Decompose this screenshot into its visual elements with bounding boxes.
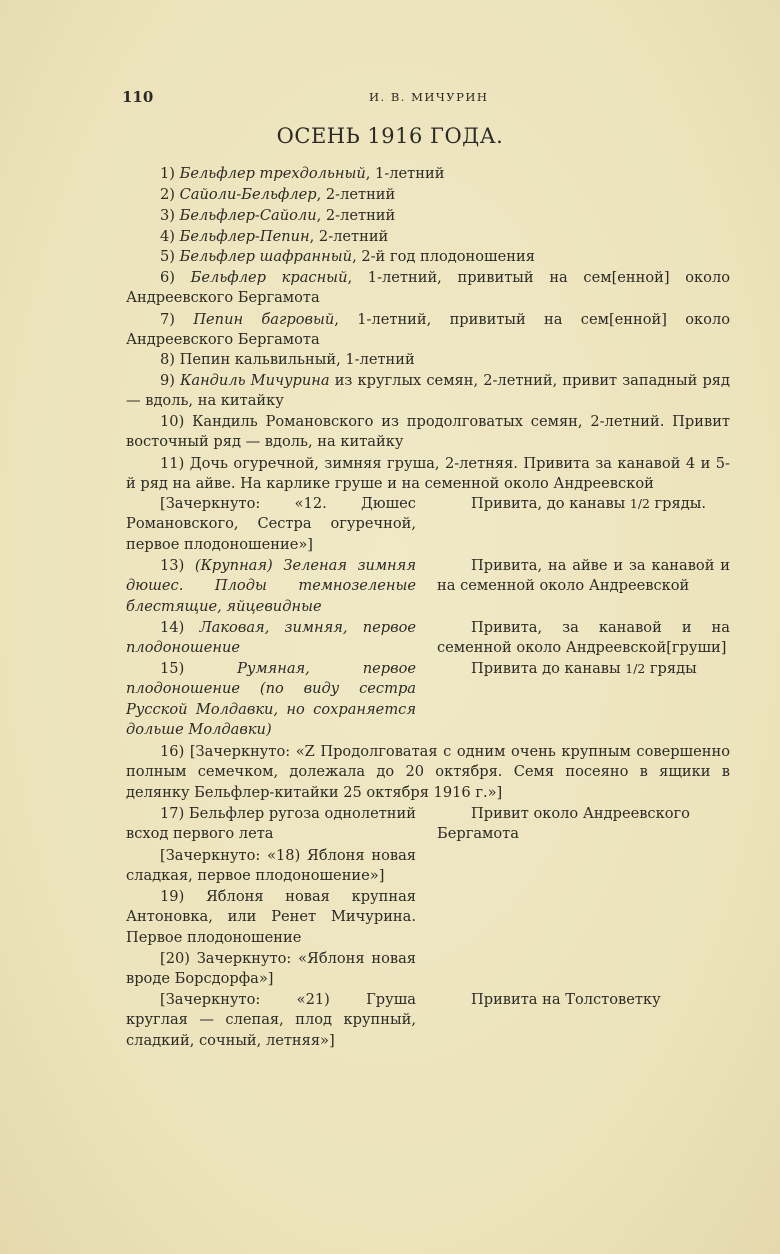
entry-17: 17) Бельфлер ругоза однолетний всход первого лета bbox=[126, 805, 416, 843]
entry-9: 9) Кандиль Мичурина из круглых семян, 2-летний, привит западный ряд — вдоль, на китайку bbox=[126, 372, 730, 410]
entry-18-crossed: [Зачеркнуто: «18) Яблоня новая сладкая, первое плодоношение»] bbox=[126, 847, 416, 885]
entry-12-grafting-note: Привита, до канавы 1/2 гряды. bbox=[471, 495, 706, 512]
entry-4: 4) Бельфлер-Пепин, 2-летний bbox=[160, 228, 389, 245]
fraction: 1/2 bbox=[625, 661, 646, 676]
running-header bbox=[122, 88, 730, 108]
entry-14: 14) Лаковая, зимняя, первое плодоношение bbox=[126, 619, 417, 657]
entry-7: 7) Пепин багровый, 1-летний, привитый на сем[енной] около Андреевского Бергамота bbox=[126, 311, 731, 349]
page-number: 110 bbox=[122, 88, 154, 106]
running-title: И. В. МИЧУРИН bbox=[369, 90, 489, 104]
entry-11: 11) Дочь огуречной, зимняя груша, 2-летняя. Привита за канавой 4 и 5-й ряд на айве. На карлике груше и на семенной около Андреевской bbox=[126, 455, 730, 493]
entry-10: 10) Кандиль Романовского из продолговатых семян, 2-летний. Привит восточный ряд — вдоль, на китайку bbox=[126, 413, 730, 451]
entry-21-grafting-note: Привита на Толстоветку bbox=[471, 991, 661, 1008]
entry-16-crossed: 16) [Зачеркнуто: «Z Продолговатая с одним очень крупным совершенно полным семечком, долежала до 20 октября. Семя посеяно в ящики в делянку Бельфлер-китайки 25 октября 1916 г.»] bbox=[126, 743, 730, 801]
entry-6: 6) Бельфлер красный, 1-летний, привитый на сем[енной] около Андреевского Бергамота bbox=[126, 269, 731, 307]
entry-19: 19) Яблоня новая крупная Антоновка, или Ренет Мичурина. Первое плодоношение bbox=[126, 888, 416, 946]
entry-3: 3) Бельфлер-Сайоли, 2-летний bbox=[160, 207, 396, 224]
entry-21-crossed: [Зачеркнуто: «21) Груша круглая — слепая, плод крупный, сладкий, сочный, летняя»] bbox=[126, 991, 416, 1049]
entry-14-grafting-note: Привита, за канавой и на семенной около Андреевской[груши] bbox=[437, 619, 730, 657]
entry-2: 2) Сайоли-Бельфлер, 2-летний bbox=[160, 186, 396, 203]
entry-17-grafting-note: Привит около Андреевского Бергамота bbox=[437, 805, 690, 843]
entry-15-grafting-note: Привита до канавы 1/2 гряды bbox=[471, 660, 697, 677]
fraction: 1/2 bbox=[629, 496, 650, 511]
entry-15: 15) Румяная, первое плодоношение (по виду сестра Русской Молдавки, но сохраняется дольше Молдавки) bbox=[126, 660, 416, 739]
entry-20-crossed: [20) Зачеркнуто: «Яблоня новая вроде Борсдорфа»] bbox=[126, 950, 416, 988]
entry-8: 8) Пепин кальвильный, 1-летний bbox=[160, 351, 415, 368]
page-heading: ОСЕНЬ 1916 ГОДА. bbox=[276, 124, 504, 148]
entry-1: 1) Бельфлер трехдольный, 1-летний bbox=[160, 165, 445, 182]
entry-13-grafting-note: Привита, на айве и за канавой и на семенной около Андреевской bbox=[437, 557, 730, 595]
entry-13: 13) (Крупная) Зеленая зимняя дюшес. Плоды темнозеленые блестящие, яйцевидные bbox=[126, 557, 416, 615]
entry-12-crossed: [Зачеркнуто: «12. Дюшес Романовского, Сестра огуречной, первое плодоношение»] bbox=[126, 495, 416, 553]
entry-5: 5) Бельфлер шафранный, 2-й год плодоношения bbox=[160, 248, 535, 265]
